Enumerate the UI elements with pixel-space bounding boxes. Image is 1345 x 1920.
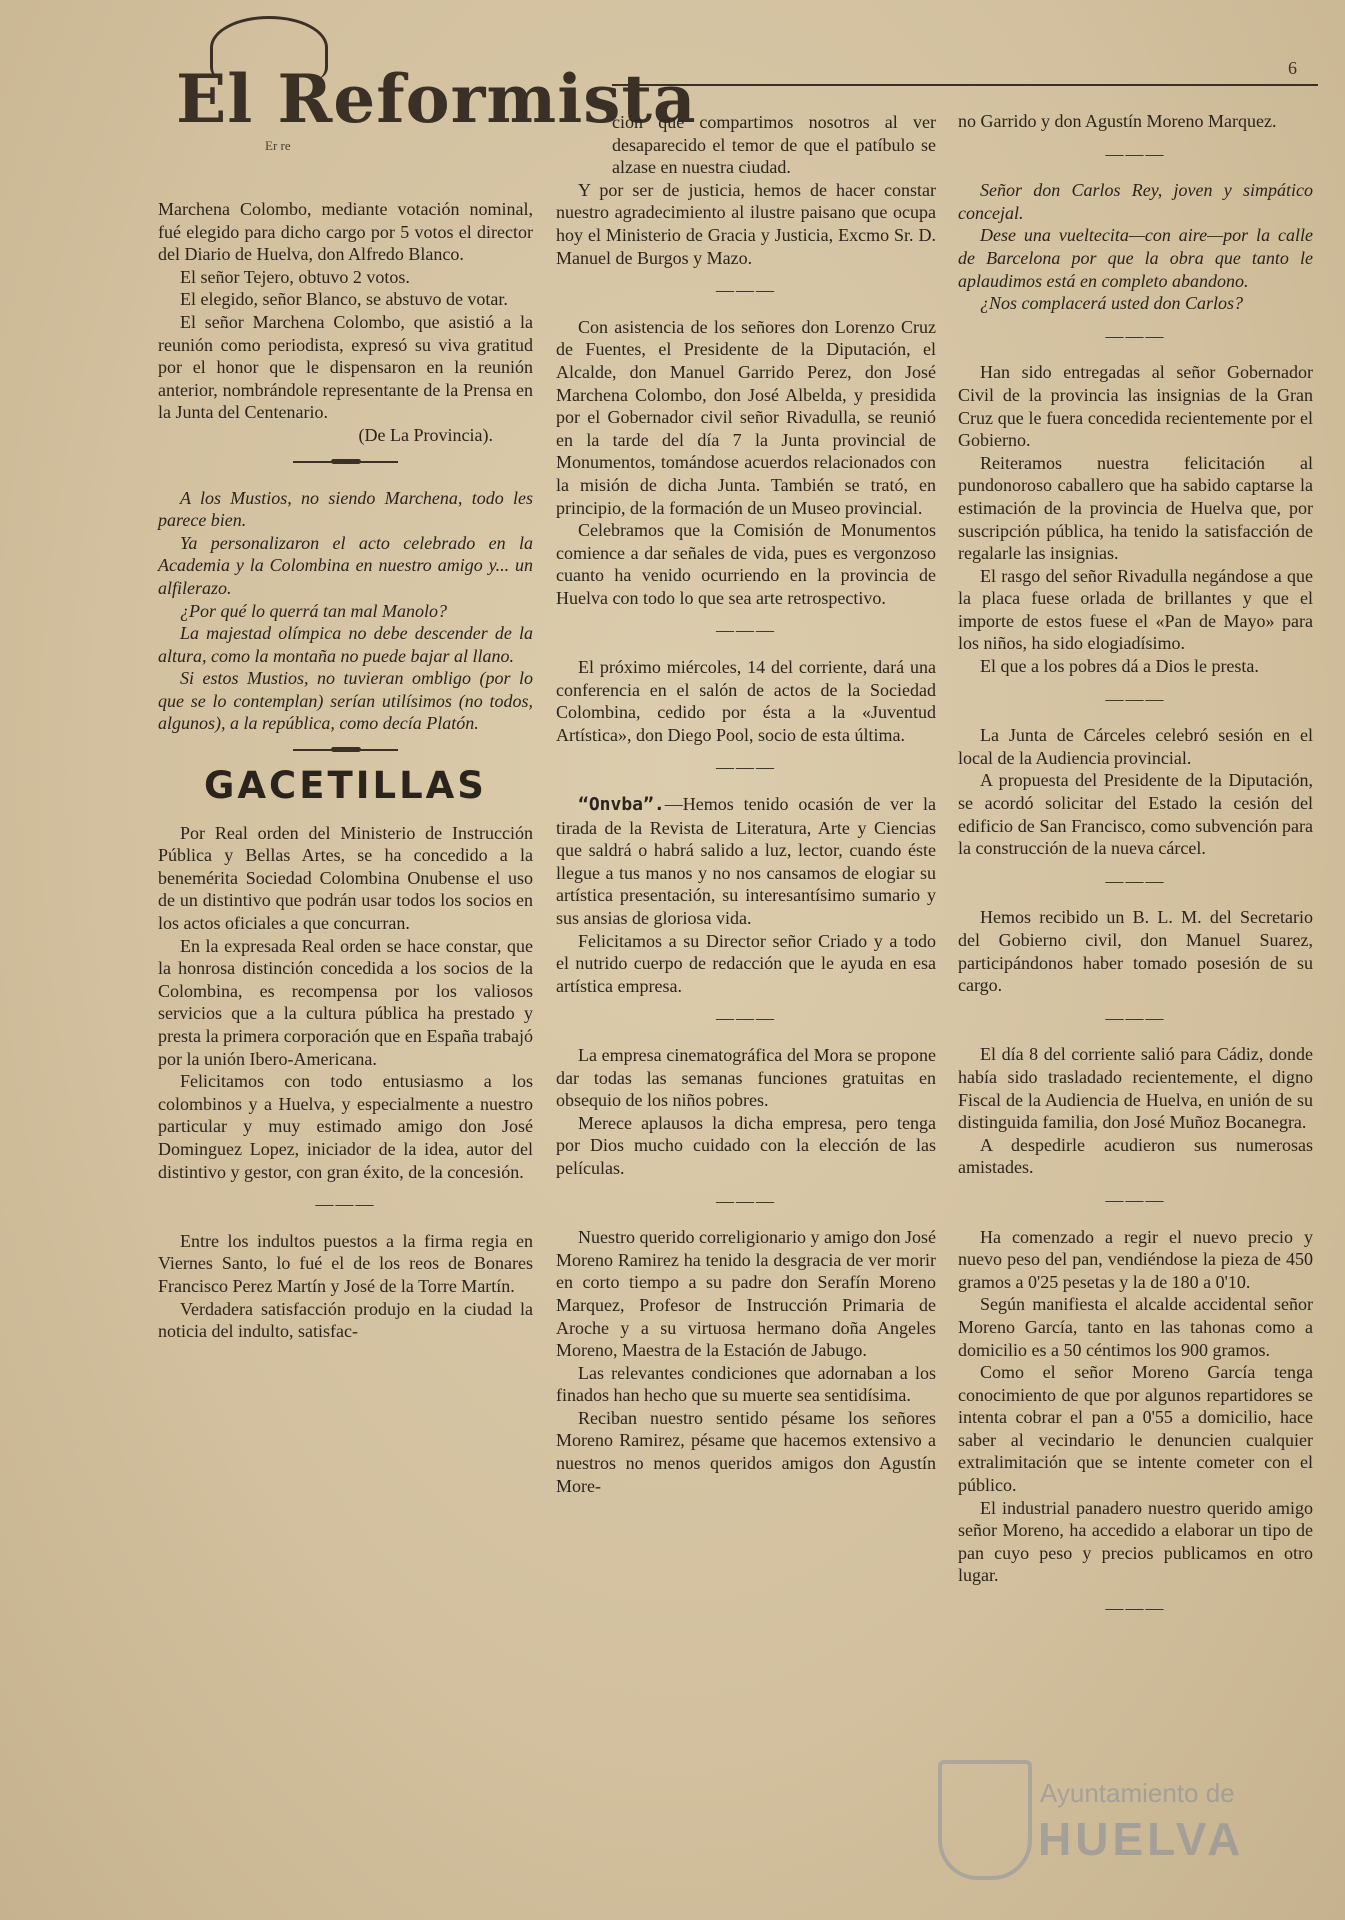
paragraph: Hemos recibido un B. L. M. del Secretario del Gobierno civil, don Manuel Suarez, participándonos haber tomado posesión de su cargo. [958,907,1313,996]
paragraph: El señor Marchena Colombo, que asistió a la reunión como periodista, expresó su viva gratitud por el honor que le dispensaron en la reunión anterior, nombrándole representante de la Prensa en la Junta del Centenario. [158,311,533,423]
paragraph: Dese una vueltecita—con aire—por la calle de Barcelona por que la obra que tanto le aplaudimos está en completo abandono. [958,225,1313,291]
paragraph: Celebramos que la Comisión de Monumentos comience a dar señales de vida, pues es vergonzoso cuanto ha venido ocurriendo en la provincia de Huelva con todo lo que sea arte retrospectivo. [556,520,936,608]
paragraph: Señor don Carlos Rey, joven y simpático concejal. [958,180,1313,223]
crest-caption: Er re [265,138,291,153]
paragraph: El señor Tejero, obtuvo 2 votos. [180,266,410,287]
paragraph: Ha comenzado a regir el nuevo precio y nuevo peso del pan, vendiéndose la pieza de 450 gramos a 0'25 pesetas y la de 180 a 0'10. [958,1226,1313,1292]
watermark-line-1: Ayuntamiento de [1040,1778,1235,1808]
paragraph: Si estos Mustios, no tuvieran ombligo (por lo que se lo contemplan) serían utilísimos (no todos, algunos), a la república, como decía Platón. [158,668,533,734]
shield-icon [938,1760,1032,1880]
paragraph: A despedirle acudieron sus numerosas amistades. [958,1134,1313,1178]
onuba-text: —Hemos tenido ocasión de ver la tirada de la Revista de Literatura, Arte y Ciencias que saldrá o habrá salido a luz, lector, cuando éste llegue a tus manos y no nos cansamos de elogiar su artística presentación, su interesantísimo sumario y sus ansias de gloriosa vida. [556,794,936,928]
paragraph: En la expresada Real orden se hace constar, que la honrosa distinción concedida a los socios de la Colombina, es recompensa por los valiosos servicios que a la cultura pública ha prestado y presta la primera corporación que en España trabajó por la unión Ibero-Americana. [158,935,533,1069]
dash-separator: ——— [1105,1007,1166,1028]
paragraph: Entre los indultos puestos a la firma regia en Viernes Santo, lo fué el de los reos de Bonares Francisco Perez Martín y José de la Torre Martín. [158,1230,533,1296]
dash-separator: ——— [716,620,776,641]
paragraph: ¿Nos complacerá usted don Carlos? [980,293,1243,314]
paragraph: El rasgo del señor Rivadulla negándose a que la placa fuese orlada de brillantes y que el importe de estos fuese el «Pan de Mayo» para los niños, ha sido elogiadísimo. [958,565,1313,654]
paragraph [556,793,936,930]
dash-separator: ——— [716,1190,776,1211]
paragraph: A propuesta del Presidente de la Diputación, se acordó solicitar del Estado la cesión del edificio de San Francisco, como subvención para la construcción de la nueva cárcel. [958,770,1313,859]
paragraph: El elegido, señor Blanco, se abstuvo de votar. [180,289,508,310]
paragraph: ¿Por qué lo querrá tan mal Manolo? [180,600,447,621]
ornament-divider [158,455,533,469]
page-number: 6 [1288,58,1297,78]
paragraph: Merece aplausos la dicha empresa, pero tenga por Dios mucho cuidado con la elección de las películas. [556,1112,936,1178]
paragraph: El industrial panadero nuestro querido amigo señor Moreno, ha accedido a elaborar un tipo de pan cuyo peso y precios publicamos en otro lugar. [958,1497,1313,1586]
column-3 [958,110,1313,1634]
paragraph: ción que compartimos nosotros al ver desaparecido el temor de que el patíbulo se alzase en nuestra ciudad. [612,112,936,178]
source-credit: (De La Provincia). [358,424,493,445]
paragraph: Marchena Colombo, mediante votación nominal, fué elegido para dicho cargo por 5 votos el director del Diario de Huelva, don Alfredo Blanco. [158,199,533,265]
paragraph: Con asistencia de los señores don Lorenzo Cruz de Fuentes, el Presidente de la Diputación, el Alcalde, don Manuel Garrido Perez, don José Marchena Colombo, don José Albelda, y presidida por el Gobernador civil señor Rivadulla, se reunió en la tarde del día 7 la Junta provincial de Monumentos, tomándose acuerdos relacionados con la misión de dicha Junta. También se trató, en principio, de la formación de un Museo provincial. [556,316,936,518]
header-rule [612,84,1318,86]
dash-separator: ——— [1105,1189,1166,1210]
dash-separator: ——— [1105,870,1166,891]
dash-separator: ——— [716,1008,776,1029]
paragraph: Y por ser de justicia, hemos de hacer constar nuestro agradecimiento al ilustre paisano que ocupa hoy el Ministerio de Gracia y Justicia, Excmo Sr. D. Manuel de Burgos y Mazo. [556,179,936,268]
paragraph: La Junta de Cárceles celebró sesión en el local de la Audiencia provincial. [958,725,1313,768]
onuba-title: “Onvba”. [578,794,665,816]
paragraph: Felicitamos a su Director señor Criado y a todo el nutrido cuerpo de redacción que le ayuda en esa artística empresa. [556,930,936,996]
paragraph: Reiteramos nuestra felicitación al pundonoroso caballero que ha sabido captarse la estimación de la provincia de Huelva que, por suscripción pública, ha tenido la satisfacción de regalarle las insignias. [958,452,1313,564]
dash-separator: ——— [716,757,776,778]
paragraph: Las relevantes condiciones que adornaban a los finados han hecho que su muerte sea sentidísima. [556,1362,936,1406]
paragraph: Reciban nuestro sentido pésame los señores Moreno Ramirez, pésame que hacemos extensivo a nuestros no menos queridos amigos don Agustín More- [556,1407,936,1496]
paragraph: La empresa cinematográfica del Mora se propone dar todas las semanas funciones gratuitas en obsequio de los niños pobres. [556,1044,936,1111]
paragraph: Como el señor Moreno García tenga conocimiento de que por algunos repartidores se intenta cobrar el pan a 0'55 a domicilio, hace saber al vecindario le denuncien cualquier extralimitación que se intente cometer con el público. [958,1362,1313,1496]
paragraph: Ya personalizaron el acto celebrado en la Academia y la Colombina en nuestro amigo y... un alfilerazo. [158,532,533,598]
dash-separator: ——— [1105,688,1166,709]
paragraph: El próximo miércoles, 14 del corriente, dará una conferencia en el salón de actos de la Sociedad Colombina, cedido por ésta a la «Juventud Artística», don Diego Pool, socio de esta última. [556,657,936,745]
paragraph: Nuestro querido correligionario y amigo don José Moreno Ramirez ha tenido la desgracia de ver morir en corto tiempo a su padre don Serafín Moreno Marquez, Profesor de Instrucción Primaria de Aroche y a su virtuosa hermano doña Angeles Moreno, Maestra de la Estación de Jabugo. [556,1227,936,1361]
paragraph: Han sido entregadas al señor Gobernador Civil de la provincia las insignias de la Gran Cruz que le fuera concedida recientemente por el Gobierno. [958,362,1313,451]
column-1 [158,198,533,1343]
masthead [170,42,697,162]
paragraph: A los Mustios, no siendo Marchena, todo les parece bien. [158,487,533,531]
paragraph: Según manifiesta el alcalde accidental señor Moreno García, tanto en las tahonas como a domicilio es a 50 céntimos los 900 gramos. [958,1294,1313,1360]
dash-separator: ——— [315,1194,376,1215]
column-2 [556,111,936,1497]
paragraph: Por Real orden del Ministerio de Instrucción Pública y Bellas Artes, se ha concedido a la benemérita Sociedad Colombina Onubense el uso de un distintivo que podrán usar todos los socios en los actos oficiales a que concurran. [158,822,533,934]
paragraph: El que a los pobres dá a Dios le presta. [980,656,1259,677]
dash-separator: ——— [716,280,776,301]
dash-separator: ——— [1105,1598,1166,1619]
paragraph: Verdadera satisfacción produjo en la ciudad la noticia del indulto, satisfac- [158,1298,533,1342]
watermark-line-2: HUELVA [1038,1813,1245,1865]
ornament-divider [158,743,533,757]
dash-separator: ——— [1105,325,1166,346]
archive-watermark [930,1760,1300,1890]
paragraph: no Garrido y don Agustín Moreno Marquez. [958,111,1277,131]
section-heading: GACETILLAS [204,764,487,808]
dash-separator: ——— [1105,143,1166,164]
paragraph: La majestad olímpica no debe descender de la altura, como la montaña no puede bajar al llano. [158,623,533,666]
masthead-title: El Reformista [176,60,697,138]
paragraph: Felicitamos con todo entusiasmo a los colombinos y a Huelva, y especialmente a nuestro particular y muy estimado amigo don José Dominguez Lopez, iniciador de la idea, autor del distintivo y gestor, con gran éxito, de la concesión. [158,1071,533,1182]
paragraph: El día 8 del corriente salió para Cádiz, donde había sido trasladado recientemente, el digno Fiscal de la Audiencia de Huelva, en unión de su distinguida familia, don José Muñoz Bocanegra. [958,1044,1313,1133]
